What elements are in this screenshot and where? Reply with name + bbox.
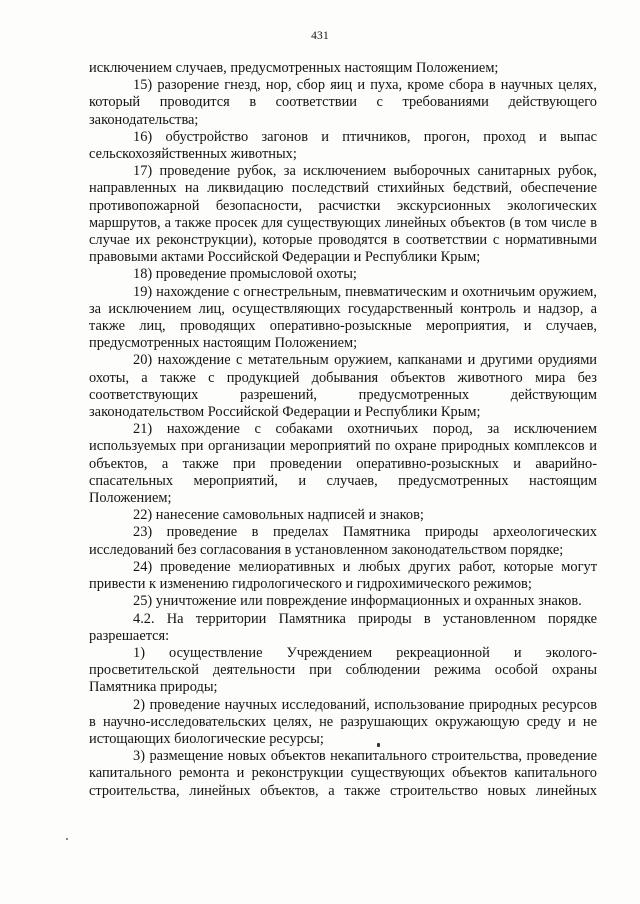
paragraph: 21) нахождение с собаками охотничьих пород, за исключением используемых при организации мероприятий по охране природных комплексов и объектов, а также при проведении оперативно-розыскных и аварийно-спасательных мероприятий, и случаев, предусмотренных настоящим Положением; — [89, 421, 597, 507]
paragraph: 16) обустройство загонов и птичников, прогон, проход и выпас сельскохозяйственных животных; — [89, 128, 597, 163]
paragraph: 22) нанесение самовольных надписей и знаков; — [133, 507, 424, 524]
paragraph: 20) нахождение с метательным оружием, капканами и другими орудиями охоты, а также с продукцией добывания объектов животного мира без соответствующих разрешений, предусмотренных действующим законодательством Российской Федерации и Республики Крым; — [89, 352, 597, 421]
paragraph: 1) осуществление Учреждением рекреационной и эколого-просветительской деятельности при соблюдении режима особой охраны Памятника природы; — [89, 644, 597, 696]
document-body — [89, 60, 597, 800]
scan-speck — [66, 838, 68, 840]
scan-speck — [377, 743, 380, 747]
page-number: 431 — [311, 30, 329, 42]
paragraph: 4.2. На территории Памятника природы в установленном порядке разрешается: — [89, 610, 597, 644]
paragraph: 19) нахождение с огнестрельным, пневматическим и охотничьим оружием, за исключением лиц, осуществляющих государственный контроль и надзор, а также лиц, проводящих оперативно-розыскные мероприятия, и случаев, предусмотренных настоящим Положением; — [89, 283, 597, 352]
paragraph: 18) проведение промысловой охоты; — [133, 266, 357, 283]
paragraph: 23) проведение в пределах Памятника природы археологических исследований без согласования в установленном законодательством порядке; — [89, 524, 597, 558]
paragraph: исключением случаев, предусмотренных настоящим Положением; — [89, 60, 499, 76]
paragraph: 15) разорение гнезд, нор, сбор яиц и пуха, кроме сбора в научных целях, который проводится в соответствии с требованиями действующего законодательства; — [89, 77, 597, 128]
paragraph: 2) проведение научных исследований, использование природных ресурсов в научно-исследовательских целях, не разрушающих окружающую среду и не истощающих биологические ресурсы; — [89, 696, 597, 747]
paragraph: 24) проведение мелиоративных и любых других работ, которые могут привести к изменению гидрологического и гидрохимического режимов; — [89, 558, 597, 593]
paragraph: 3) размещение новых объектов некапитального строительства, проведение капитального ремонта и реконструкции существующих объектов капитального строительства, линейных объектов, а также строительство новых линейных — [89, 748, 597, 799]
paragraph: 17) проведение рубок, за исключением выборочных санитарных рубок, направленных на ликвидацию последствий стихийных бедствий, обеспечение противопожарной безопасности, расчистки экскурсионных экологических маршрутов, а также просек для существующих линейных объектов (в том числе в случае их реконструкции), которые проводятся в соответствии с нормативными правовыми актами Российской Федерации и Республики Крым; — [89, 163, 597, 266]
paragraph: 25) уничтожение или повреждение информационных и охранных знаков. — [133, 593, 582, 610]
